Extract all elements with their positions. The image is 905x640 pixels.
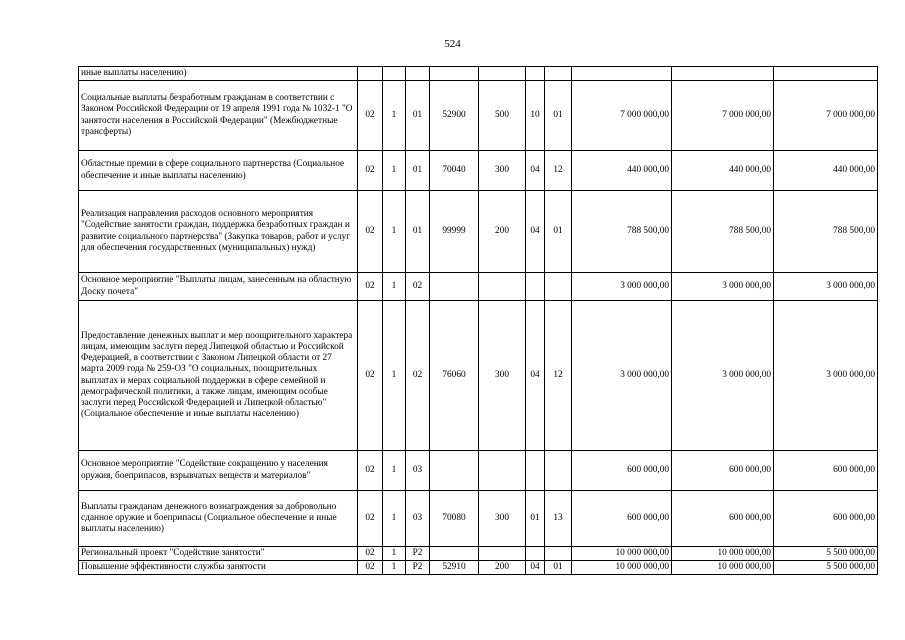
code-cell: 02: [358, 301, 383, 451]
table-row: [79, 451, 878, 491]
code-cell: [526, 67, 545, 81]
code-cell: 1: [383, 273, 406, 301]
row-name: Основное мероприятие "Содействие сокращению у населения оружия, боеприпасов, взрывчатых веществ и материалов": [79, 451, 358, 491]
code-cell: 500: [479, 81, 526, 151]
code-cell: [479, 451, 526, 491]
code-cell: 02: [358, 151, 383, 191]
table-row: [79, 191, 878, 273]
code-cell: [526, 451, 545, 491]
amount-cell: 3 000 000,00: [572, 301, 672, 451]
code-cell: 13: [545, 491, 572, 547]
code-cell: 12: [545, 301, 572, 451]
code-cell: 04: [526, 151, 545, 191]
amount-cell: 3 000 000,00: [672, 273, 774, 301]
code-cell: 70080: [430, 491, 479, 547]
code-cell: 300: [479, 491, 526, 547]
code-cell: 70040: [430, 151, 479, 191]
code-cell: 02: [406, 301, 430, 451]
amount-cell: 440 000,00: [672, 151, 774, 191]
code-cell: 02: [358, 491, 383, 547]
code-cell: 01: [406, 81, 430, 151]
amount-cell: 600 000,00: [774, 451, 878, 491]
amount-cell: 3 000 000,00: [774, 301, 878, 451]
row-name: Региональный проект "Содействие занятости": [79, 547, 358, 561]
amount-cell: [774, 67, 878, 81]
table-row: [79, 491, 878, 547]
table-row: [79, 151, 878, 191]
amount-cell: 10 000 000,00: [672, 547, 774, 561]
table-row: [79, 547, 878, 561]
code-cell: 1: [383, 547, 406, 561]
table-row: [79, 81, 878, 151]
code-cell: 1: [383, 191, 406, 273]
code-cell: [479, 547, 526, 561]
table-row: [79, 561, 878, 575]
budget-table: [78, 66, 878, 575]
amount-cell: 788 500,00: [572, 191, 672, 273]
row-name: Областные премии в сфере социального партнерства (Социальное обеспечение и иные выплаты населению): [79, 151, 358, 191]
code-cell: 52900: [430, 81, 479, 151]
amount-cell: [572, 67, 672, 81]
code-cell: 02: [358, 81, 383, 151]
code-cell: 76060: [430, 301, 479, 451]
code-cell: 1: [383, 561, 406, 575]
row-name: Предоставление денежных выплат и мер поощрительного характера лицам, имеющим заслуги перед Липецкой областью и Российской Федерацией, в соответствии с Законом Липецкой области от 27 марта 2009 года № 259-ОЗ "О социальных, поощрительных выплатах и мерах социальной поддержки в сфере семейной и демографической политики, а также лицам, имеющим особые заслуги перед Российской Федерацией и Липецкой областью" (Социальное обеспечение и иные выплаты населению): [79, 301, 358, 451]
code-cell: 1: [383, 301, 406, 451]
code-cell: 1: [383, 81, 406, 151]
code-cell: [430, 273, 479, 301]
code-cell: [383, 67, 406, 81]
amount-cell: 3 000 000,00: [774, 273, 878, 301]
code-cell: 1: [383, 491, 406, 547]
table-row: [79, 301, 878, 451]
code-cell: 01: [406, 151, 430, 191]
code-cell: 300: [479, 151, 526, 191]
code-cell: 01: [545, 81, 572, 151]
amount-cell: 10 000 000,00: [572, 561, 672, 575]
table-row: [79, 273, 878, 301]
code-cell: 04: [526, 561, 545, 575]
code-cell: 1: [383, 151, 406, 191]
code-cell: 200: [479, 191, 526, 273]
code-cell: 02: [406, 273, 430, 301]
amount-cell: 788 500,00: [672, 191, 774, 273]
code-cell: [545, 273, 572, 301]
amount-cell: 10 000 000,00: [572, 547, 672, 561]
code-cell: 1: [383, 451, 406, 491]
code-cell: [430, 451, 479, 491]
code-cell: 01: [545, 191, 572, 273]
code-cell: [545, 67, 572, 81]
amount-cell: 600 000,00: [572, 491, 672, 547]
code-cell: 52910: [430, 561, 479, 575]
code-cell: [479, 67, 526, 81]
amount-cell: 600 000,00: [672, 451, 774, 491]
amount-cell: 5 500 000,00: [774, 561, 878, 575]
code-cell: 04: [526, 301, 545, 451]
page-number: 524: [444, 38, 461, 50]
code-cell: [358, 67, 383, 81]
amount-cell: 3 000 000,00: [672, 301, 774, 451]
code-cell: [545, 547, 572, 561]
amount-cell: 5 500 000,00: [774, 547, 878, 561]
row-name: Повышение эффективности службы занятости: [79, 561, 358, 575]
amount-cell: 10 000 000,00: [672, 561, 774, 575]
code-cell: 200: [479, 561, 526, 575]
code-cell: P2: [406, 547, 430, 561]
code-cell: 01: [545, 561, 572, 575]
code-cell: [430, 67, 479, 81]
row-name: Выплаты гражданам денежного вознаграждения за добровольно сданное оружие и боеприпасы (Социальное обеспечение и иные выплаты населению): [79, 491, 358, 547]
code-cell: 10: [526, 81, 545, 151]
amount-cell: 3 000 000,00: [572, 273, 672, 301]
code-cell: 01: [526, 491, 545, 547]
code-cell: P2: [406, 561, 430, 575]
code-cell: 04: [526, 191, 545, 273]
code-cell: 300: [479, 301, 526, 451]
code-cell: [526, 547, 545, 561]
code-cell: 12: [545, 151, 572, 191]
code-cell: 99999: [430, 191, 479, 273]
amount-cell: 7 000 000,00: [774, 81, 878, 151]
code-cell: 02: [358, 451, 383, 491]
code-cell: 03: [406, 451, 430, 491]
row-name: Социальные выплаты безработным гражданам в соответствии с Законом Российской Федерации от 19 апреля 1991 года № 1032-1 "О занятости населения в Российской Федерации" (Межбюджетные трансферты): [79, 81, 358, 151]
code-cell: [406, 67, 430, 81]
amount-cell: 600 000,00: [774, 491, 878, 547]
amount-cell: 7 000 000,00: [572, 81, 672, 151]
row-name: Основное мероприятие "Выплаты лицам, занесенным на областную Доску почета": [79, 273, 358, 301]
amount-cell: 7 000 000,00: [672, 81, 774, 151]
code-cell: [479, 273, 526, 301]
code-cell: 01: [406, 191, 430, 273]
amount-cell: [672, 67, 774, 81]
code-cell: 02: [358, 561, 383, 575]
code-cell: 02: [358, 273, 383, 301]
amount-cell: 788 500,00: [774, 191, 878, 273]
code-cell: [430, 547, 479, 561]
amount-cell: 600 000,00: [572, 451, 672, 491]
code-cell: 02: [358, 191, 383, 273]
code-cell: 03: [406, 491, 430, 547]
amount-cell: 440 000,00: [774, 151, 878, 191]
amount-cell: 600 000,00: [672, 491, 774, 547]
row-name: иные выплаты населению): [79, 67, 358, 81]
code-cell: 02: [358, 547, 383, 561]
code-cell: [526, 273, 545, 301]
amount-cell: 440 000,00: [572, 151, 672, 191]
code-cell: [545, 451, 572, 491]
row-name: Реализация направления расходов основного мероприятия "Содействие занятости граждан, поддержка безработных граждан и развитие социального партнерства" (Закупка товаров, работ и услуг для обеспечения государственных (муниципальных) нужд): [79, 191, 358, 273]
table-row: [79, 67, 878, 81]
